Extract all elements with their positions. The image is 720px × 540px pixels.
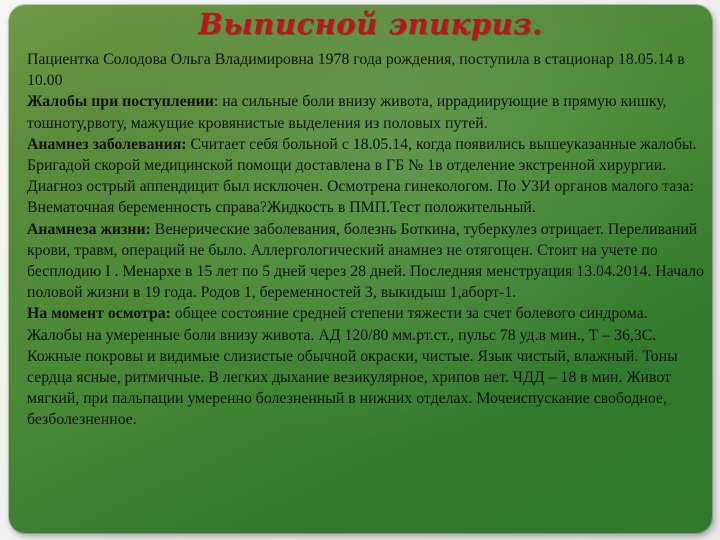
anamnesis-vitae-label: Анамнеза жизни: <box>27 220 151 238</box>
examination-text: общее состояние средней степени тяжести за счет болевого синдрома. Жалобы на умеренные боли внизу живота. АД 120/80 мм.рт.ст., пульс 78 уд.в мин., Т – 36,3С. Кожные покровы и видимые слизистые обычной окраски, чистые. Язык чистый, влажный. Тоны сердца ясные, ритмичные. В легких дыхание везикулярное, хрипов нет. ЧДД – 18 в мин. Живот мягкий, при пальпации умеренно болезненный в нижних отделах. Мочеиспускание свободное, безболезненное. <box>27 305 678 429</box>
epicrisis-body <box>27 49 707 431</box>
examination-section <box>27 303 707 430</box>
complaints-text: : на сильные боли внизу живота, иррадиирующие в прямую кишку, тошноту,рвоту, мажущие кровянистые выделения из половых путей. <box>27 93 667 132</box>
anamnesis-morbi-text: Считает себя больной с 18.05.14, когда появились вышеуказанные жалобы. Бригадой скорой медицинской помощи доставлена в ГБ № 1в отделение экстренной хирургии. Диагноз острый аппендицит был исключен. Осмотрена гинекологом. По УЗИ органов малого таза: Внематочная беременность справа?Жидкость в ПМП.Тест положительный. <box>27 135 697 217</box>
anamnesis-vitae-text: Венерические заболевания, болезнь Боткина, туберкулез отрицает. Переливаний крови, травм, операций не было. Аллергологический анамнез не отягощен. Стоит на учете по бесплодию I . Менархе в 15 лет по 5 дней через 28 дней. Последняя менструация 13.04.2014. Начало половой жизни в 19 года. Родов 1, беременностей 3, выкидыш 1,аборт-1. <box>27 220 704 302</box>
patient-intro: Пациентка Солодова Ольга Владимировна 1978 года рождения, поступила в стационар 18.05.14 в 10.00 <box>27 51 685 90</box>
examination-label: На момент осмотра: <box>27 305 171 323</box>
slide-title: Выписной эпикриз. <box>198 7 543 41</box>
complaints-section <box>27 91 707 133</box>
anamnesis-morbi-label: Анамнез заболевания: <box>27 135 187 153</box>
anamnesis-morbi-section <box>27 134 707 219</box>
anamnesis-vitae-section <box>27 219 707 304</box>
complaints-label: Жалобы при поступлении <box>27 93 214 111</box>
slide-card <box>9 5 712 533</box>
